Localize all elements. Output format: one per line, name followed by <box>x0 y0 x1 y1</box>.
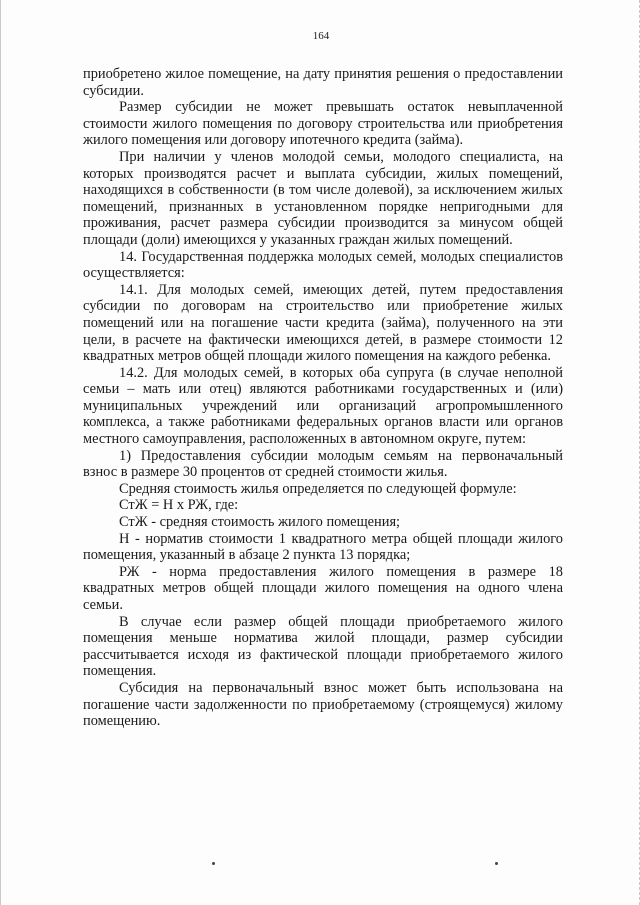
scan-dot-right <box>495 862 498 865</box>
paragraph: 1) Предоставления субсидии молодым семьям на первоначальный взнос в размере 30 процентов от средней стоимости жилья. <box>83 447 563 481</box>
scan-dot-left <box>212 862 215 865</box>
paragraph: Субсидия на первоначальный взнос может быть использована на погашение части задолженности по приобретаемому (строящемуся) жилому помещению. <box>83 679 563 730</box>
paragraph: Средняя стоимость жилья определяется по следующей формуле: <box>119 480 517 497</box>
paragraph: СтЖ = Н х РЖ, где: <box>119 497 239 514</box>
paragraph: В случае если размер общей площади приобретаемого жилого помещения меньше норматива жилой площади, размер субсидии рассчитывается исходя из фактической площади приобретаемого жилого помещения. <box>83 613 563 680</box>
paragraph: Н - норматив стоимости 1 квадратного метра общей площади жилого помещения, указанный в абзаце 2 пункта 13 порядка; <box>83 530 563 564</box>
paragraph: РЖ - норма предоставления жилого помещения в размере 18 квадратных метров общей площади жилого помещения на одного члена семьи. <box>83 563 563 613</box>
page-number: 164 <box>312 30 330 42</box>
paragraph: приобретено жилое помещение, на дату принятия решения о предоставлении субсидии. <box>83 66 563 99</box>
document-body <box>83 66 563 730</box>
paragraph: Размер субсидии не может превышать остаток невыплаченной стоимости жилого помещения по договору строительства или приобретения жилого помещения или договору ипотечного кредита (займа). <box>83 99 563 149</box>
paragraph: 14.2. Для молодых семей, в которых оба супруга (в случае неполной семьи – мать или отец) являются работниками государственных и (или) муниципальных учреждений или организаций агропромышленного комплекса, а также работниками федеральных органов власти или органов местного самоуправления, расположенных в автономном округе, путем: <box>83 364 563 448</box>
paragraph: 14. Государственная поддержка молодых семей, молодых специалистов осуществляется: <box>83 248 563 282</box>
paragraph: СтЖ - средняя стоимость жилого помещения; <box>119 514 401 531</box>
paragraph: 14.1. Для молодых семей, имеющих детей, путем предоставления субсидии по договорам на строительство или приобретение жилых помещений или на погашение части кредита (займа), полученного на эти цели, в расчете на фактически имеющихся детей, в размере стоимости 12 квадратных метров общей площади жилого помещения на каждого ребенка. <box>83 281 563 365</box>
paragraph: При наличии у членов молодой семьи, молодого специалиста, на которых производятся расчет и выплата субсидии, жилых помещений, находящихся в собственности (в том числе долевой), за исключением жилых помещений, признанных в установленном порядке непригодными для проживания, расчет размера субсидии производится за минусом общей площади (доли) имеющихся у указанных граждан жилых помещений. <box>83 148 563 248</box>
